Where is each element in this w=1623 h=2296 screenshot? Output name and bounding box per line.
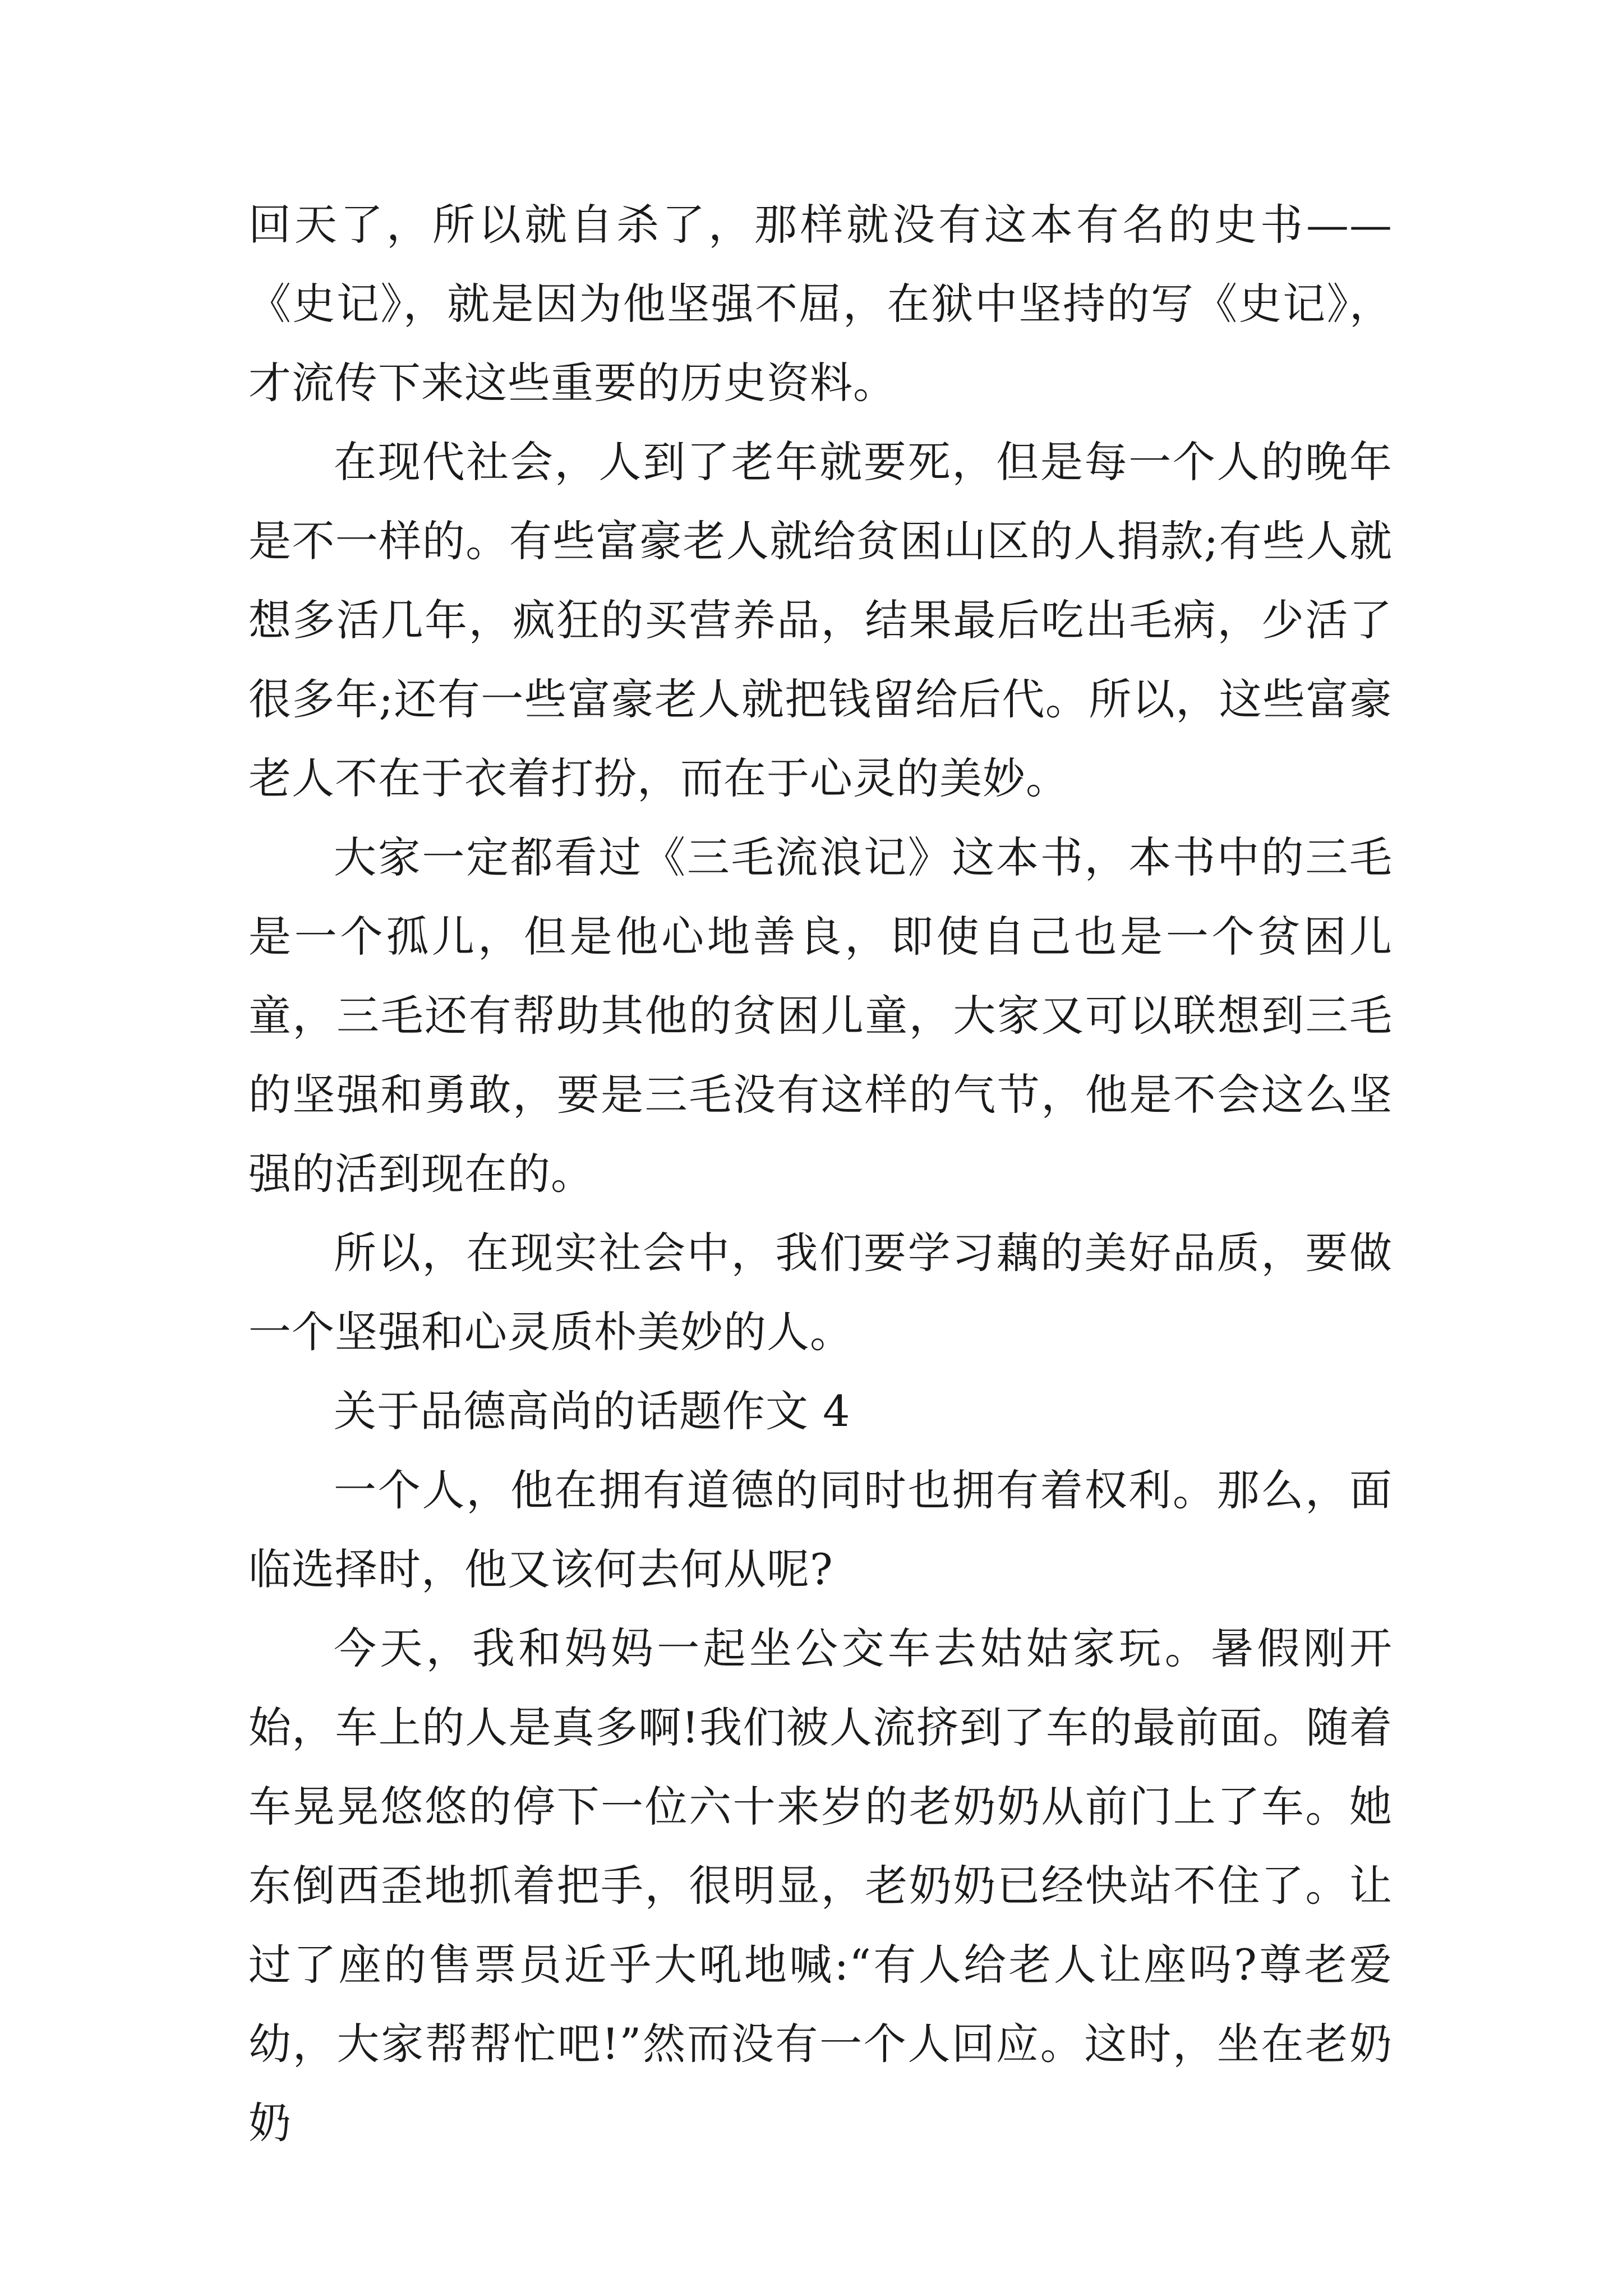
paragraph-4: 所以，在现实社会中，我们要学习藕的美好品质，要做一个坚强和心灵质朴美妙的人。 [248,1228,1393,1357]
paragraph-5: 一个人，他在拥有道德的同时也拥有着权利。那么，面临选择时，他又该何去何从呢? [248,1465,1393,1594]
section-heading: 关于品德高尚的话题作文 4 [334,1386,851,1436]
paragraph-3: 大家一定都看过《三毛流浪记》这本书，本书中的三毛是一个孤儿，但是他心地善良，即使自己也是一个贫困儿童，三毛还有帮助其他的贫困儿童，大家又可以联想到三毛的坚强和勇敢，要是三毛没有这样的气节，他是不会这么坚强的活到现在的。 [248,832,1393,1199]
paragraph-2: 在现代社会，人到了老年就要死，但是每一个人的晚年是不一样的。有些富豪老人就给贫困山区的人捐款;有些人就想多活几年，疯狂的买营养品，结果最后吃出毛病，少活了很多年;还有一些富豪老人就把钱留给后代。所以，这些富豪老人不在于衣着打扮，而在于心灵的美妙。 [248,437,1393,803]
paragraph-1: 回天了，所以就自杀了，那样就没有这本有名的史书——《史记》，就是因为他坚强不屈，在狱中坚持的写《史记》，才流传下来这些重要的历史资料。 [248,200,1393,408]
paragraph-6: 今天，我和妈妈一起坐公交车去姑姑家玩。暑假刚开始，车上的人是真多啊!我们被人流挤到了车的最前面。随着车晃晃悠悠的停下一位六十来岁的老奶奶从前门上了车。她东倒西歪地抓着把手，很明显，老奶奶已经快站不住了。让过了座的售票员近乎大吼地喊:“有人给老人让座吗?尊老爱幼，大家帮帮忙吧!”然而没有一个人回应。这时，坐在老奶奶 [248,1623,1393,2148]
document-body [248,185,1393,2162]
